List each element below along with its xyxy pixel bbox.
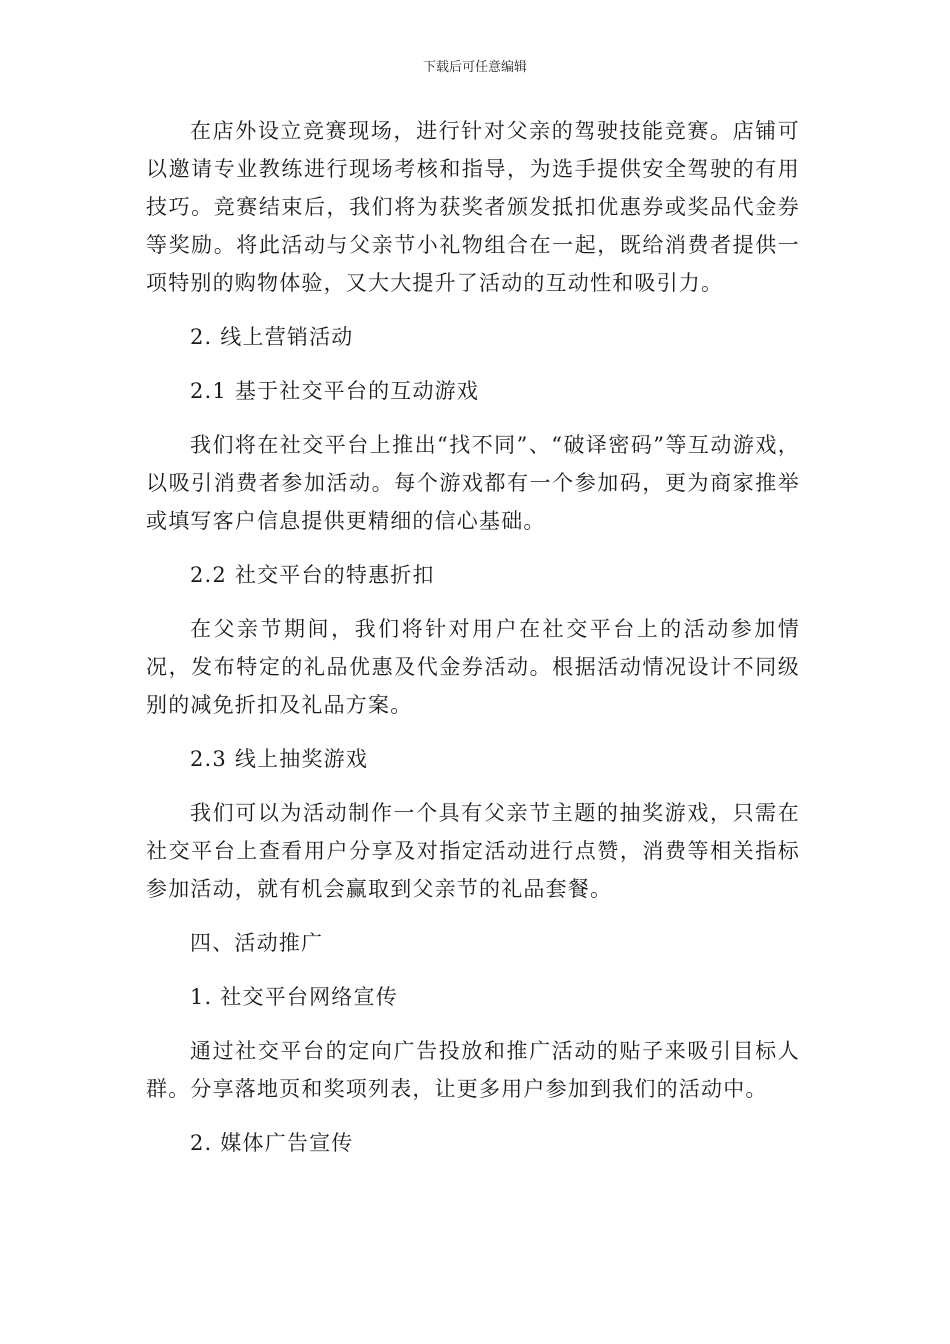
heading-social-network-promotion: 1. 社交平台网络宣传 (190, 985, 398, 1009)
heading-media-advertising: 2. 媒体广告宣传 (190, 1131, 354, 1155)
paragraph-driving-contest: 在店外设立竞赛现场，进行针对父亲的驾驶技能竞赛。店铺可以邀请专业教练进行现场考核和指导，为选手提供安全驾驶的有用技巧。竞赛结束后，我们将为获奖者颁发抵扣优惠券或奖品代金券等奖励。将此活动与父亲节小礼物组合在一起，既给消费者提供一项特别的购物体验，又大大提升了活动的互动性和吸引力。 (146, 119, 800, 295)
paragraph-social-network-promotion: 通过社交平台的定向广告投放和推广活动的贴子来吸引目标人群。分享落地页和奖项列表，让更多用户参加到我们的活动中。 (146, 1039, 800, 1101)
heading-social-interactive-games: 2.1 基于社交平台的互动游戏 (190, 379, 480, 403)
page-header: 下载后可任意编辑 (422, 60, 527, 75)
paragraph-social-discounts: 在父亲节期间，我们将针对用户在社交平台上的活动参加情况，发布特定的礼品优惠及代金券活动。根据活动情况设计不同级别的减免折扣及礼品方案。 (146, 617, 800, 717)
heading-promotion: 四、活动推广 (190, 931, 324, 955)
document-body (146, 112, 800, 1162)
heading-online-marketing: 2. 线上营销活动 (190, 325, 354, 349)
heading-online-lottery: 2.3 线上抽奖游戏 (190, 747, 369, 771)
paragraph-social-games: 我们将在社交平台上推出“找不同”、“破译密码”等互动游戏，以吸引消费者参加活动。每个游戏都有一个参加码，更为商家推举或填写客户信息提供更精细的信心基础。 (146, 433, 800, 533)
heading-social-discounts: 2.2 社交平台的特惠折扣 (190, 563, 435, 587)
paragraph-online-lottery: 我们可以为活动制作一个具有父亲节主题的抽奖游戏，只需在社交平台上查看用户分享及对指定活动进行点赞，消费等相关指标参加活动，就有机会赢取到父亲节的礼品套餐。 (146, 801, 800, 901)
